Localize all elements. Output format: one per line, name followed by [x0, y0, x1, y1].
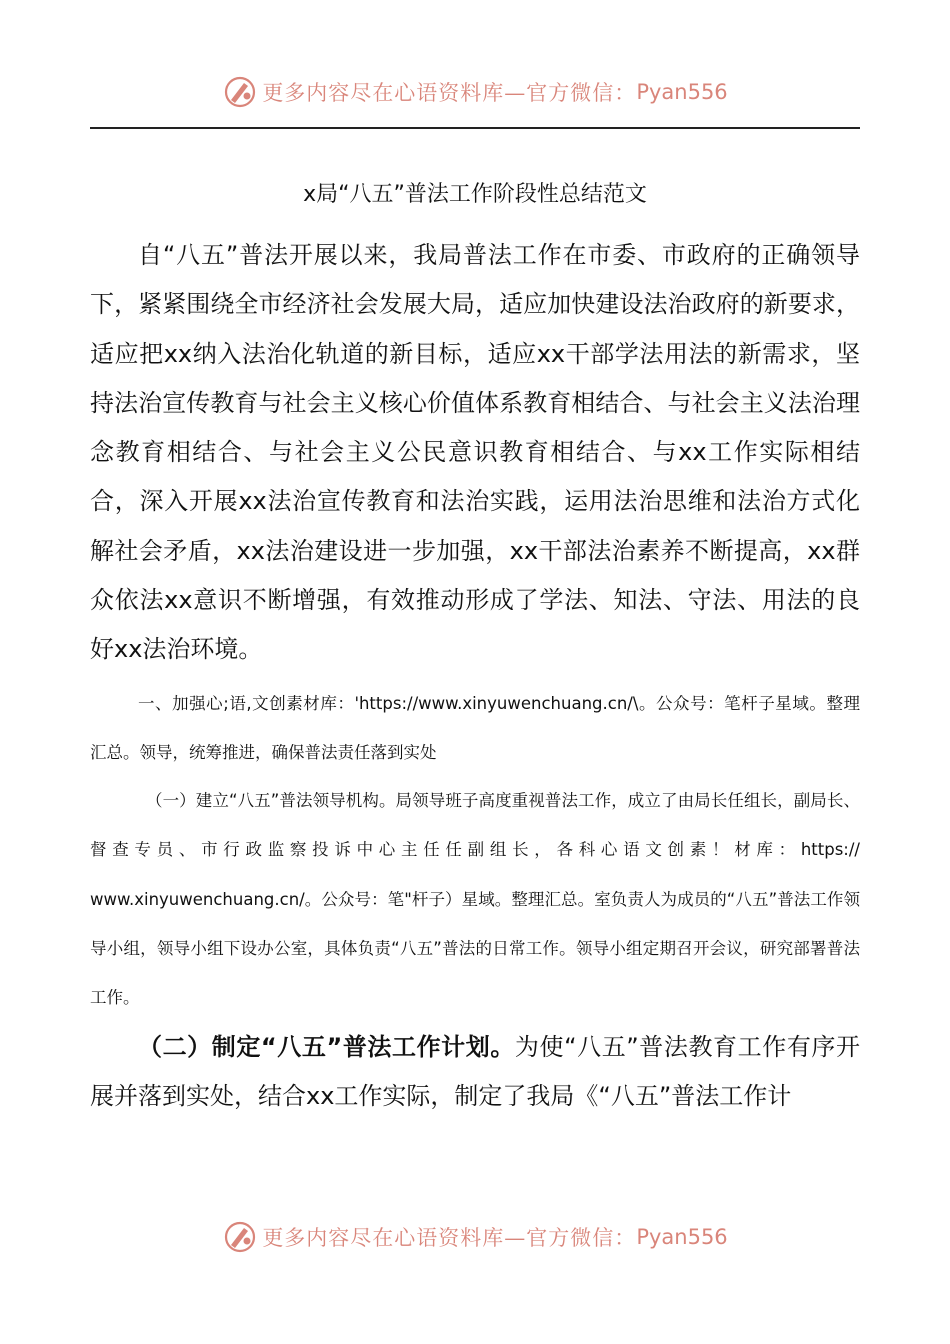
item-two-paragraph — [90, 1023, 860, 1122]
document-title: x局“八五”普法工作阶段性总结范文 — [303, 182, 647, 207]
pen-logo-icon — [222, 74, 258, 110]
banner-brand-text: 更多内容尽在心语资料库—官方微信： — [262, 1226, 637, 1250]
section-one-heading: 一、加强心;语,文创素材库：'https://www.xinyuwenchuang.cn/\。公众号：笔杆子星域。整理汇总。领导，统筹推进，确保普法责任落到实处 — [90, 694, 860, 763]
banner-wechat-handle: Pyan556 — [636, 80, 728, 104]
header-divider — [90, 127, 860, 129]
banner-wechat-handle: Pyan556 — [636, 1225, 728, 1249]
footer-banner — [0, 1219, 950, 1255]
banner-brand-text: 更多内容尽在心语资料库—官方微信： — [262, 81, 637, 105]
item-two-body: 为使“八五”普法教育工作有序开展并落到实处，结合xx工作实际，制定了我局《“八五”普法工作计 — [90, 1033, 860, 1111]
item-two-heading: （二）制定“八五”普法工作计划。 — [138, 1033, 515, 1061]
header-banner — [0, 74, 950, 110]
item-one-paragraph: （一）建立“八五”普法领导机构。局领导班子高度重视普法工作，成立了由局长任组长，副局长、督查专员、市行政监察投诉中心主任任副组长，各科心语文创素！材库：https:// www.xinyuwenchuang.cn/。公众号：笔"杆子）星域。整理汇总。室负责人为成员的“八五”普法工作领导小组，领导小组下设办公室，具体负责“八五”普法的日常工作。领导小组定期召开会议，研究部署普法工作。 — [90, 791, 860, 1008]
pen-logo-icon — [222, 1219, 258, 1255]
intro-paragraph: 自“八五”普法开展以来，我局普法工作在市委、市政府的正确领导下，紧紧围绕全市经济社会发展大局，适应加快建设法治政府的新要求，适应把xx纳入法治化轨道的新目标，适应xx干部学法用法的新需求，坚持法治宣传教育与社会主义核心价值体系教育相结合、与社会主义法治理念教育相结合、与社会主义公民意识教育相结合、与xx工作实际相结合，深入开展xx法治宣传教育和法治实践，运用法治思维和法治方式化解社会矛盾，xx法治建设进一步加强，xx干部法治素养不断提高，xx群众依法xx意识不断增强，有效推动形成了学法、知法、守法、用法的良好xx法治环境。 — [90, 241, 860, 664]
